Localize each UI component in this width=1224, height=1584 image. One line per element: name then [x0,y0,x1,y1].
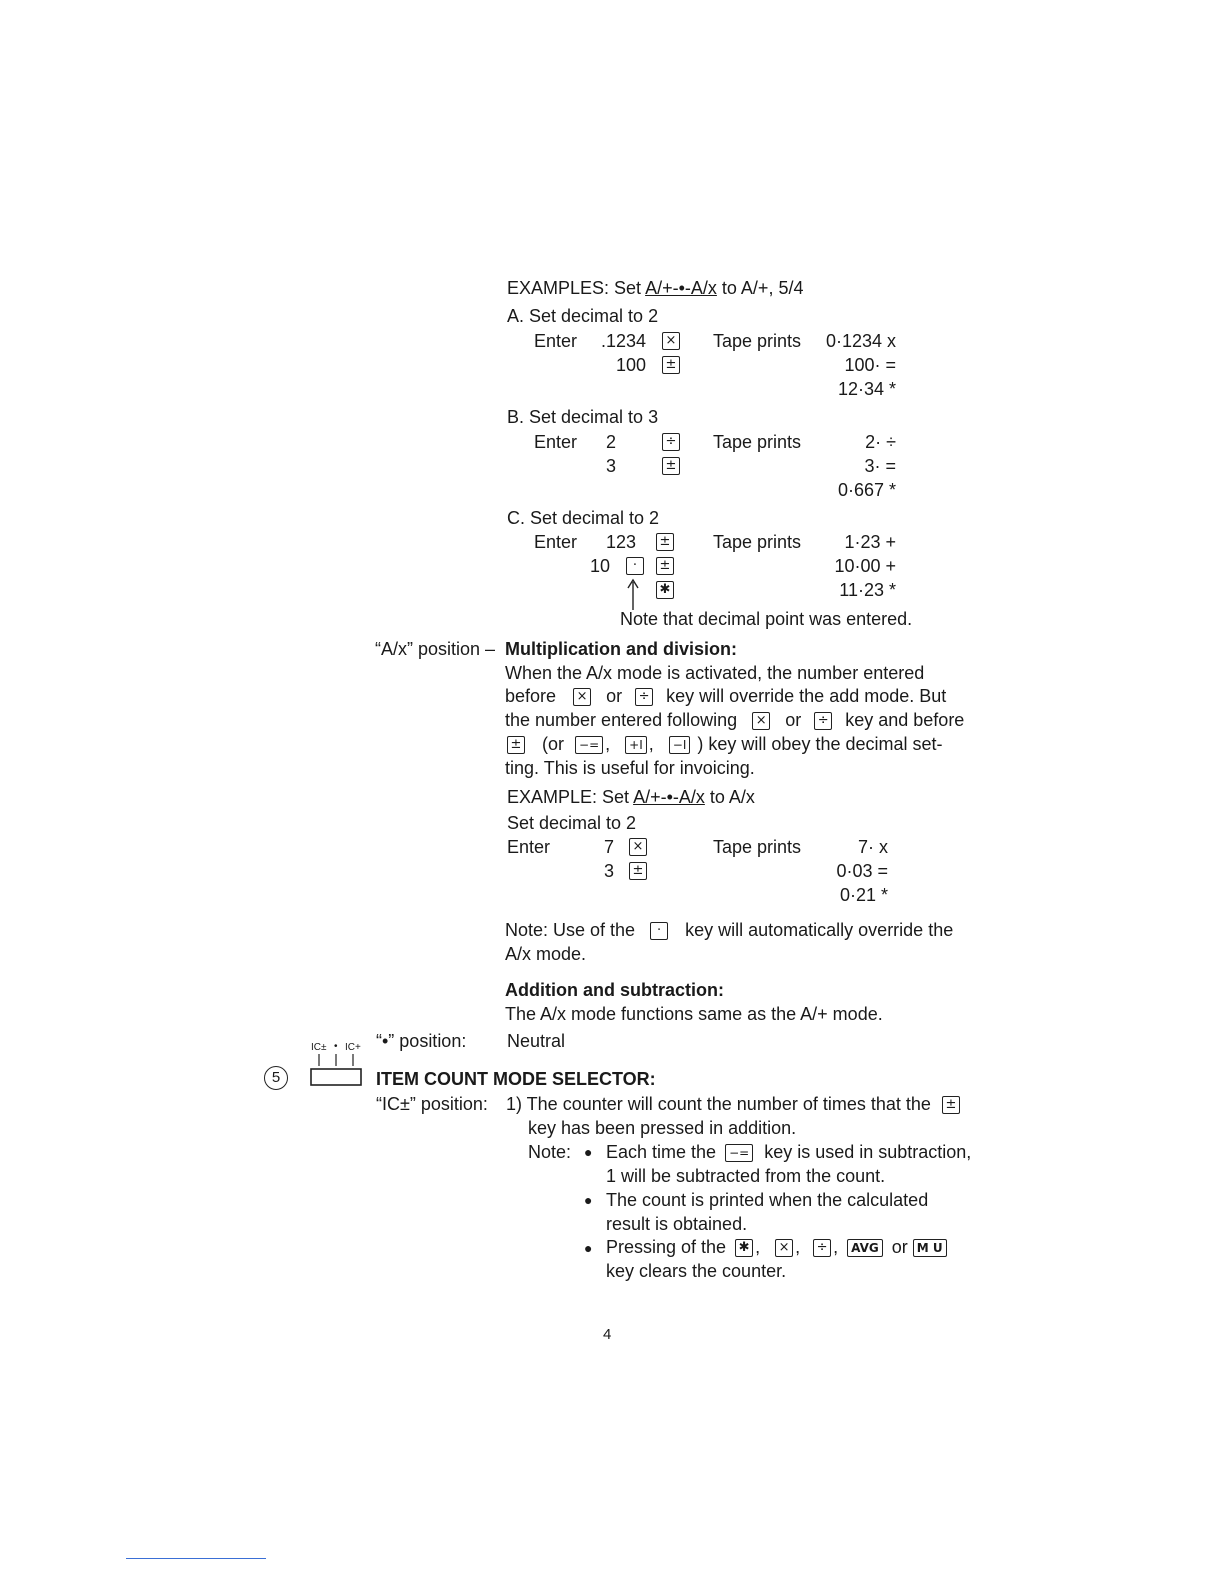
entry-value: .1234 [600,331,646,351]
tape-output: 10·00 + [834,556,896,576]
tape-output: 100· = [844,355,896,375]
ax-example-heading: EXAMPLE: Set A/+-•-A/x to A/x [507,787,755,807]
minus-i-key-icon: −I [669,736,691,754]
example-b-label: B. Set decimal to 3 [507,407,659,427]
divide-key-icon: ÷ [662,433,680,451]
tape-output: 0·21 * [839,885,888,905]
enter-label: Enter [534,532,578,552]
tape-output: 11·23 * [839,580,896,600]
ax-heading: Multiplication and division: [505,639,737,659]
star-key-icon: ✱ [735,1239,753,1257]
entry-value: 3 [603,861,614,881]
tape-prints-label: Tape prints [713,432,802,452]
bullet-icon: ● [584,1144,593,1160]
switch-label-ic-pm: IC± [311,1042,327,1053]
total-key-icon: ± [629,862,647,880]
divide-key-icon: ÷ [635,688,653,706]
ax-note-line-2: A/x mode. [505,944,587,964]
tape-prints-label: Tape prints [713,331,802,351]
examples-heading: EXAMPLES: Set A/+-•-A/x to A/+, 5/4 [507,278,804,298]
avg-key-icon: AVG [847,1239,883,1257]
entry-value: 123 [605,532,636,552]
ax-paragraph-line-3: the number entered following × or ÷ key and before [505,710,965,730]
entry-value: 7 [603,837,614,857]
total-key-icon: ± [942,1096,960,1114]
tape-output: 0·03 = [836,861,888,881]
page-number: 4 [603,1326,612,1343]
tape-prints-label: Tape prints [713,837,802,857]
minus-equals-key-icon: −= [575,736,603,754]
tape-output: 1·23 + [844,532,896,552]
divide-key-icon: ÷ [813,1239,831,1257]
ax-paragraph-line-2: before × or ÷ key will override the add mode. But [505,686,947,706]
dot-position-label: “•” position: [376,1031,467,1051]
tape-output: 12·34 * [837,379,896,399]
total-key-icon: ± [656,533,674,551]
total-key-icon: ± [662,356,680,374]
enter-label: Enter [534,331,578,351]
bullet-1-line-2: 1 will be subtracted from the count. [606,1166,886,1186]
example-a-label: A. Set decimal to 2 [507,306,659,326]
bullet-1-line-1: Each time the −= key is used in subtraction, [606,1142,972,1162]
switch-label-dot: • [334,1041,338,1052]
total-key-icon: ± [507,736,525,754]
item-count-switch-icon [306,1052,366,1088]
divide-key-icon: ÷ [814,712,832,730]
enter-label: Enter [534,432,578,452]
bullet-icon: ● [584,1192,593,1208]
addition-subtraction-heading: Addition and subtraction: [505,980,724,1000]
total-key-icon: ± [662,457,680,475]
entry-value: 10 [589,556,610,576]
tape-output: 2· ÷ [865,432,896,452]
star-key-icon: ✱ [656,581,674,599]
item-count-heading: ITEM COUNT MODE SELECTOR: [376,1069,656,1089]
decimal-point-key-icon: · [650,922,668,940]
bullet-3-line-1: Pressing of the ✱ , × , ÷ , AVG or M U [606,1238,949,1257]
bullet-2-line-1: The count is printed when the calculated [606,1190,929,1210]
entry-value: 100 [615,355,646,375]
decimal-point-key-icon: · [626,557,644,575]
switch-label-ic-plus: IC+ [345,1042,361,1053]
entry-value: 2 [605,432,616,452]
tape-prints-label: Tape prints [713,532,802,552]
ax-paragraph-line-1: When the A/x mode is activated, the number entered [505,663,925,683]
bottom-rule [126,1558,266,1559]
tape-output: 0·1234 x [825,331,896,351]
item-1-line-2: key has been pressed in addition. [528,1118,797,1138]
note-label: Note: [528,1142,572,1162]
bullet-3-line-2: key clears the counter. [606,1261,787,1281]
times-key-icon: × [775,1239,793,1257]
up-arrow-icon [626,578,640,610]
bullet-2-line-2: result is obtained. [606,1214,748,1234]
plus-i-key-icon: +I [625,736,647,754]
total-key-icon: ± [656,557,674,575]
section-number-five: 5 [264,1066,288,1090]
item-1-line-1: 1) The counter will count the number of times that the ± [506,1095,962,1114]
ax-note-line-1: Note: Use of the · key will automatically override the [505,920,954,940]
times-key-icon: × [752,712,770,730]
ax-paragraph-line-4: ± (or −= , +I , −I ) key will obey the decimal set- [505,735,943,754]
minus-equals-key-icon: −= [725,1144,753,1162]
ax-set-decimal: Set decimal to 2 [507,813,637,833]
times-key-icon: × [573,688,591,706]
times-key-icon: × [662,332,680,350]
ax-paragraph-line-5: ting. This is useful for invoicing. [505,758,755,778]
ax-position-label: “A/x” position – [375,639,496,659]
enter-label: Enter [507,837,551,857]
dot-position-text: Neutral [507,1031,566,1051]
addition-subtraction-text: The A/x mode functions same as the A/+ mode. [505,1004,883,1024]
mu-key-icon: M U [913,1239,947,1257]
ic-pm-position-label: “IC±” position: [376,1094,488,1114]
tape-output: 3· = [864,456,896,476]
tape-output: 0·667 * [837,480,896,500]
bullet-icon: ● [584,1240,593,1256]
times-key-icon: × [629,838,647,856]
entry-value: 3 [605,456,616,476]
example-c-label: C. Set decimal to 2 [507,508,660,528]
decimal-note: Note that decimal point was entered. [620,609,913,629]
tape-output: 7· x [857,837,888,857]
